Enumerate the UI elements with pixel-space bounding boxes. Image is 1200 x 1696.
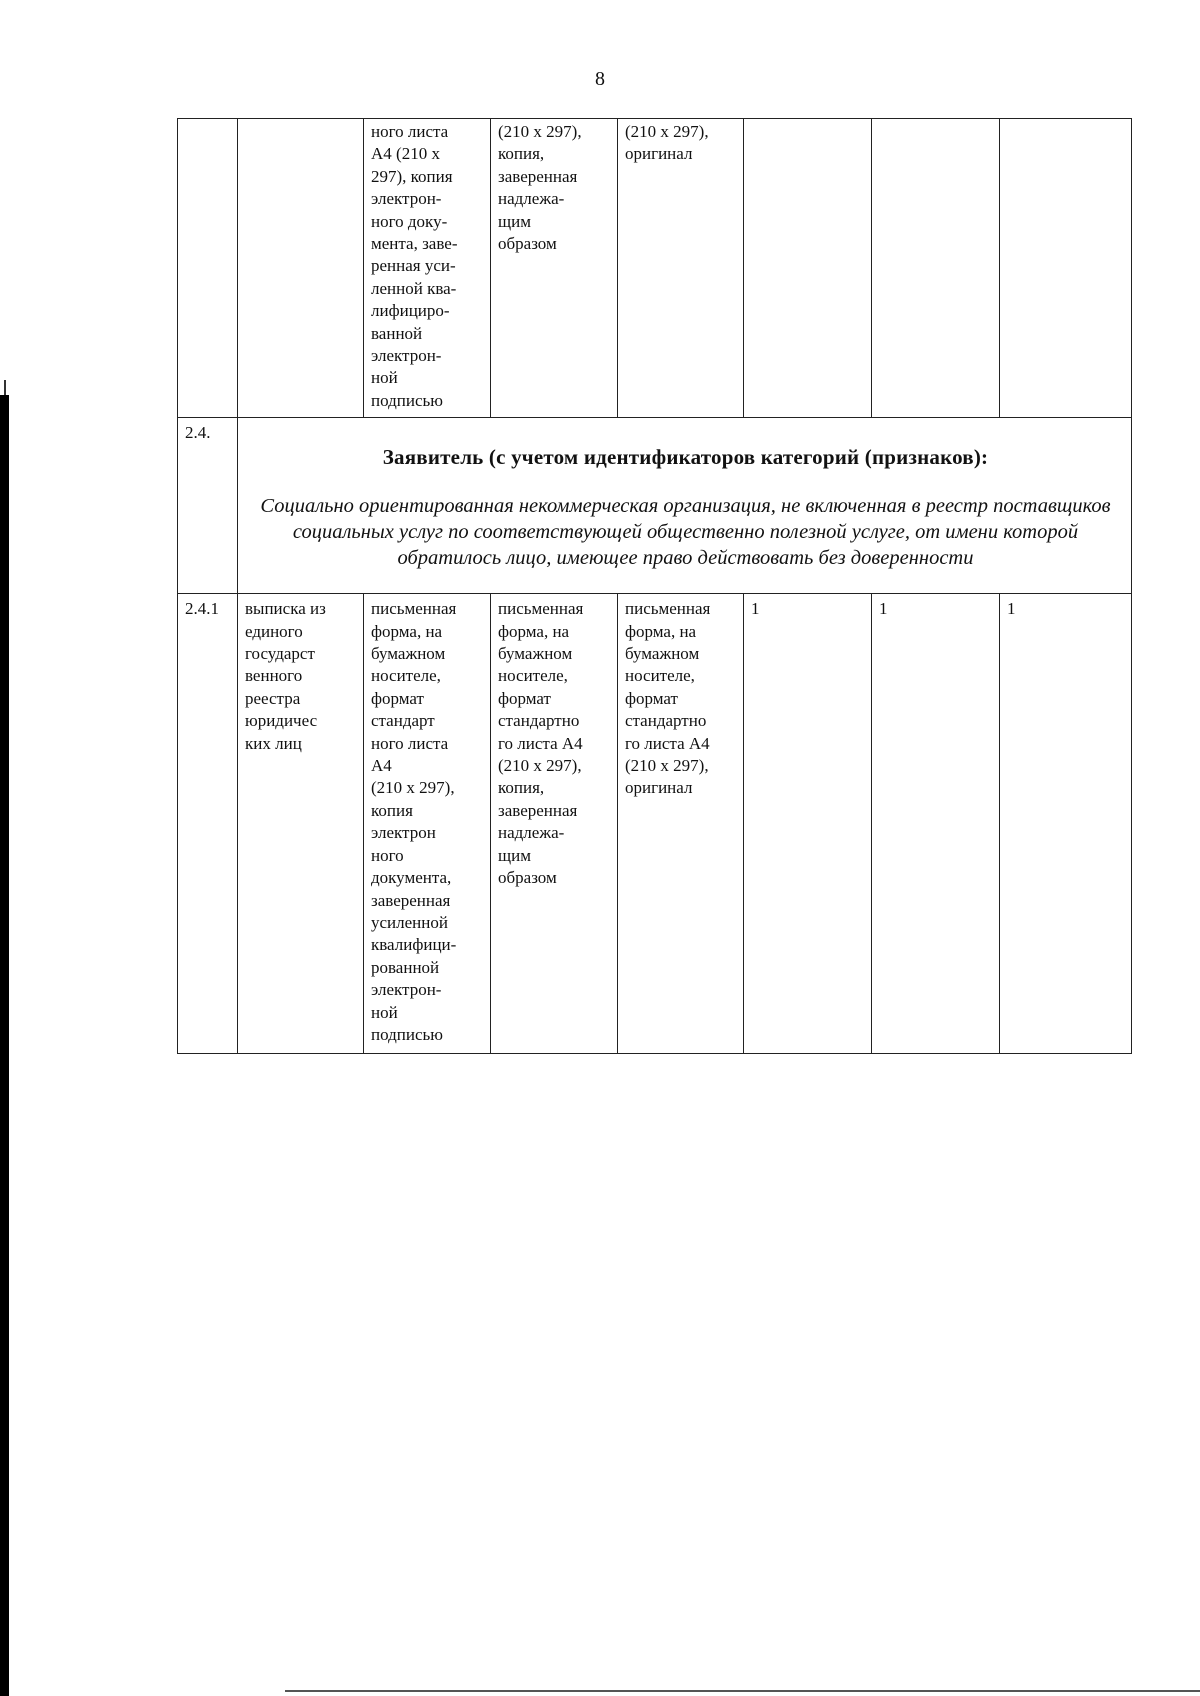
- cell-count-1: [744, 119, 872, 418]
- cell-count-3: 1: [1000, 594, 1132, 1054]
- section-title: Заявитель (с учетом идентификаторов категорий (признаков):: [382, 445, 989, 470]
- section-header-row: [178, 418, 1132, 594]
- cell-form-electronic: письменная форма, на бумажном носителе, формат стандарт ного листа А4 (210 х 297), копия электрон ного документа, заверенная усиленной квалифици- рованной электрон- ной подписью: [364, 594, 491, 1054]
- cell-count-3: [1000, 119, 1132, 418]
- cell-form-original: письменная форма, на бумажном носителе, формат стандартно го листа А4 (210 х 297), оригинал: [618, 594, 744, 1054]
- page-number: 8: [595, 68, 605, 90]
- cell-count-2: [872, 119, 1000, 418]
- cell-number: [178, 119, 238, 418]
- scan-bottom-line: [285, 1690, 1200, 1692]
- table-row-continued: [178, 119, 1132, 418]
- section-subtitle: Социально ориентированная некоммерческая организация, не включенная в реестр поставщиков социальных услуг по соответствующей общественно полезной услуге, от имени которой обратилось лицо, имеющее право действовать без доверенности: [260, 494, 1111, 569]
- cell-form-original: (210 х 297), оригинал: [618, 119, 744, 418]
- section-heading-cell: [238, 418, 1132, 594]
- scan-edge-shadow: [0, 395, 9, 1696]
- cell-form-copy: (210 х 297), копия, заверенная надлежа- щим образом: [491, 119, 618, 418]
- cell-form-electronic: ного листа А4 (210 х 297), копия электрон- ного доку- мента, заве- ренная уси- ленной ква- лифициро- ванной электрон- ной подписью: [364, 119, 491, 418]
- table-row: [178, 594, 1132, 1054]
- documents-table: [177, 118, 1132, 1054]
- cell-count-2: 1: [872, 594, 1000, 1054]
- cell-count-1: 1: [744, 594, 872, 1054]
- cell-document: выписка из единого государст венного реестра юридичес ких лиц: [238, 594, 364, 1054]
- cell-form-copy: письменная форма, на бумажном носителе, формат стандартно го листа А4 (210 х 297), копия, заверенная надлежа- щим образом: [491, 594, 618, 1054]
- cell-document: [238, 119, 364, 418]
- section-number: 2.4.: [178, 418, 238, 594]
- cell-number: 2.4.1: [178, 594, 238, 1054]
